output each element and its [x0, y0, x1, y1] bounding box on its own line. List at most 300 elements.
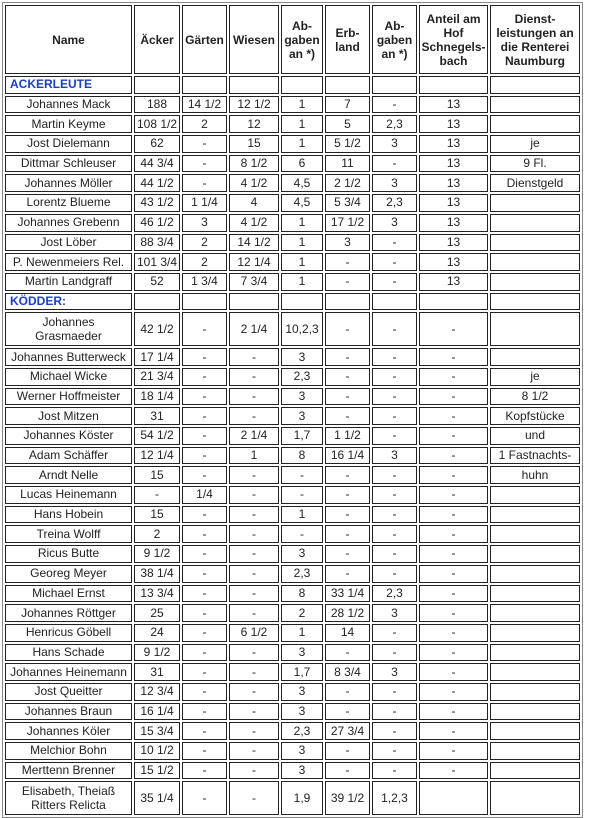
col-header-aecker: Äcker — [134, 5, 180, 74]
cell-wiesen: - — [229, 703, 279, 721]
cell-dienst — [490, 348, 580, 366]
cell-wiesen: - — [229, 506, 279, 524]
cell-anteil: - — [419, 762, 488, 780]
cell-name: Treina Wolff — [5, 525, 132, 543]
cell-aecker: 43 1/2 — [134, 194, 180, 212]
cell-wiesen: 4 1/2 — [229, 214, 279, 232]
cell-aecker: 15 1/2 — [134, 762, 180, 780]
cell-name: Ricus Butte — [5, 545, 132, 563]
cell-gaerten: - — [182, 388, 227, 406]
cell-aecker: 18 1/4 — [134, 388, 180, 406]
section-empty-cell — [134, 293, 180, 311]
cell-abgaben2: - — [372, 506, 417, 524]
cell-abgaben1: - — [281, 466, 323, 484]
section-empty-cell — [229, 76, 279, 94]
cell-wiesen: - — [229, 368, 279, 386]
table-row — [5, 368, 580, 386]
cell-anteil: - — [419, 348, 488, 366]
cell-dienst — [490, 96, 580, 114]
cell-erbland: 16 1/4 — [325, 447, 370, 465]
cell-aecker: 44 1/2 — [134, 174, 180, 192]
cell-name: Melchior Bohn — [5, 742, 132, 760]
cell-erbland: 39 1/2 — [325, 781, 370, 815]
cell-wiesen: - — [229, 781, 279, 815]
cell-erbland: - — [325, 466, 370, 484]
cell-gaerten: - — [182, 742, 227, 760]
cell-aecker: 62 — [134, 135, 180, 153]
cell-anteil: - — [419, 447, 488, 465]
cell-abgaben2: - — [372, 388, 417, 406]
col-header-name: Name — [5, 5, 132, 74]
cell-gaerten: - — [182, 722, 227, 740]
cell-name: Adam Schäffer — [5, 447, 132, 465]
cell-aecker: 24 — [134, 624, 180, 642]
table-row — [5, 388, 580, 406]
cell-anteil: 13 — [419, 273, 488, 291]
cell-abgaben2: - — [372, 273, 417, 291]
cell-name: Michael Ernst — [5, 585, 132, 603]
cell-erbland: - — [325, 565, 370, 583]
table-row — [5, 644, 580, 662]
cell-gaerten: - — [182, 663, 227, 681]
cell-anteil: - — [419, 486, 488, 504]
cell-erbland: 11 — [325, 155, 370, 173]
cell-name: Johannes Köster — [5, 427, 132, 445]
cell-aecker: 15 — [134, 466, 180, 484]
cell-abgaben1: - — [281, 525, 323, 543]
cell-gaerten: 2 — [182, 115, 227, 133]
table-row — [5, 115, 580, 133]
table-row — [5, 781, 580, 815]
cell-dienst — [490, 525, 580, 543]
cell-wiesen: 6 1/2 — [229, 624, 279, 642]
cell-abgaben2: - — [372, 644, 417, 662]
cell-gaerten: - — [182, 781, 227, 815]
cell-anteil: 13 — [419, 253, 488, 271]
table-row — [5, 466, 580, 484]
cell-name: Werner Hoffmeister — [5, 388, 132, 406]
cell-dienst — [490, 214, 580, 232]
section-empty-cell — [490, 76, 580, 94]
cell-wiesen: 12 — [229, 115, 279, 133]
cell-name: Johannes Möller — [5, 174, 132, 192]
cell-abgaben1: 1 — [281, 253, 323, 271]
cell-abgaben1: 3 — [281, 407, 323, 425]
cell-anteil: 13 — [419, 135, 488, 153]
cell-erbland: - — [325, 703, 370, 721]
cell-aecker: 46 1/2 — [134, 214, 180, 232]
cell-name: P. Newenmeiers Rel. — [5, 253, 132, 271]
cell-dienst — [490, 585, 580, 603]
cell-erbland: - — [325, 506, 370, 524]
cell-dienst — [490, 273, 580, 291]
cell-wiesen: - — [229, 486, 279, 504]
cell-abgaben2: 1,2,3 — [372, 781, 417, 815]
cell-gaerten: - — [182, 348, 227, 366]
cell-anteil: - — [419, 683, 488, 701]
table-row — [5, 722, 580, 740]
cell-aecker: 54 1/2 — [134, 427, 180, 445]
cell-abgaben2: - — [372, 96, 417, 114]
cell-abgaben1: 3 — [281, 644, 323, 662]
cell-abgaben2: - — [372, 703, 417, 721]
cell-gaerten: - — [182, 585, 227, 603]
cell-abgaben1: 1 — [281, 234, 323, 252]
cell-abgaben1: 1,7 — [281, 427, 323, 445]
cell-abgaben2: - — [372, 525, 417, 543]
cell-wiesen: - — [229, 663, 279, 681]
cell-wiesen: 12 1/2 — [229, 96, 279, 114]
table-row — [5, 174, 580, 192]
cell-gaerten: - — [182, 525, 227, 543]
table-row — [5, 663, 580, 681]
cell-dienst — [490, 781, 580, 815]
cell-abgaben2: - — [372, 486, 417, 504]
cell-wiesen: - — [229, 683, 279, 701]
cell-abgaben1: 10,2,3 — [281, 312, 323, 346]
cell-anteil: - — [419, 312, 488, 346]
cell-anteil: 13 — [419, 96, 488, 114]
cell-gaerten: 2 — [182, 253, 227, 271]
cell-aecker: 12 1/4 — [134, 447, 180, 465]
section-empty-cell — [325, 76, 370, 94]
col-header-anteil: Anteil am Hof Schnegels- bach — [419, 5, 488, 74]
cell-aecker: 31 — [134, 663, 180, 681]
cell-erbland: - — [325, 486, 370, 504]
col-header-dienst: Dienst- leistungen an die Renterei Naumburg — [490, 5, 580, 74]
cell-abgaben2: - — [372, 762, 417, 780]
cell-name: Lorentz Blueme — [5, 194, 132, 212]
table-row — [5, 214, 580, 232]
cell-name: Johannes Grebenn — [5, 214, 132, 232]
section-empty-cell — [182, 293, 227, 311]
cell-anteil: - — [419, 545, 488, 563]
cell-abgaben1: 3 — [281, 683, 323, 701]
cell-name: Hans Schade — [5, 644, 132, 662]
table-row — [5, 486, 580, 504]
cell-abgaben1: 1 — [281, 506, 323, 524]
cell-erbland: - — [325, 762, 370, 780]
cell-dienst — [490, 604, 580, 622]
cell-abgaben2: - — [372, 427, 417, 445]
cell-name: Georeg Meyer — [5, 565, 132, 583]
cell-gaerten: - — [182, 762, 227, 780]
cell-anteil: - — [419, 525, 488, 543]
cell-abgaben2: 3 — [372, 447, 417, 465]
cell-erbland: 7 — [325, 96, 370, 114]
cell-dienst: Dienstgeld — [490, 174, 580, 192]
cell-abgaben1: 2,3 — [281, 722, 323, 740]
cell-aecker: 108 1/2 — [134, 115, 180, 133]
cell-dienst — [490, 545, 580, 563]
cell-name: Johannes Mack — [5, 96, 132, 114]
cell-abgaben1: 4,5 — [281, 194, 323, 212]
section-empty-cell — [372, 76, 417, 94]
cell-gaerten: - — [182, 447, 227, 465]
table-row — [5, 312, 580, 346]
cell-dienst — [490, 663, 580, 681]
cell-abgaben2: - — [372, 312, 417, 346]
cell-anteil: - — [419, 427, 488, 445]
section-empty-cell — [372, 293, 417, 311]
cell-wiesen: - — [229, 525, 279, 543]
cell-aecker: 25 — [134, 604, 180, 622]
cell-dienst — [490, 703, 580, 721]
cell-name: Johannes Köler — [5, 722, 132, 740]
cell-erbland: 5 1/2 — [325, 135, 370, 153]
section-empty-cell — [281, 293, 323, 311]
cell-abgaben1: 3 — [281, 742, 323, 760]
table-row — [5, 585, 580, 603]
cell-gaerten: - — [182, 407, 227, 425]
cell-dienst — [490, 115, 580, 133]
cell-abgaben1: 8 — [281, 585, 323, 603]
cell-anteil: - — [419, 388, 488, 406]
cell-gaerten: - — [182, 545, 227, 563]
cell-gaerten: - — [182, 368, 227, 386]
cell-abgaben2: - — [372, 253, 417, 271]
table-row — [5, 407, 580, 425]
cell-anteil: - — [419, 604, 488, 622]
cell-dienst — [490, 722, 580, 740]
cell-abgaben2: - — [372, 234, 417, 252]
table-row — [5, 604, 580, 622]
cell-abgaben2: - — [372, 466, 417, 484]
cell-erbland: - — [325, 388, 370, 406]
cell-gaerten: - — [182, 703, 227, 721]
cell-wiesen: - — [229, 388, 279, 406]
section-empty-cell — [229, 293, 279, 311]
cell-name: Johannes Braun — [5, 703, 132, 721]
cell-abgaben2: 3 — [372, 604, 417, 622]
section-empty-cell — [134, 76, 180, 94]
cell-abgaben1: - — [281, 486, 323, 504]
cell-aecker: - — [134, 486, 180, 504]
cell-erbland: 33 1/4 — [325, 585, 370, 603]
cell-gaerten: 1 3/4 — [182, 273, 227, 291]
cell-erbland: - — [325, 368, 370, 386]
cell-abgaben2: 3 — [372, 135, 417, 153]
cell-abgaben2: - — [372, 742, 417, 760]
cell-abgaben1: 1 — [281, 273, 323, 291]
cell-gaerten: 2 — [182, 234, 227, 252]
records-table — [2, 2, 583, 818]
cell-gaerten: - — [182, 624, 227, 642]
cell-abgaben2: - — [372, 565, 417, 583]
cell-abgaben2: 3 — [372, 214, 417, 232]
cell-anteil: 13 — [419, 214, 488, 232]
cell-wiesen: - — [229, 722, 279, 740]
cell-erbland: - — [325, 683, 370, 701]
section-empty-cell — [281, 76, 323, 94]
cell-wiesen: 2 1/4 — [229, 427, 279, 445]
cell-gaerten: 14 1/2 — [182, 96, 227, 114]
cell-wiesen: - — [229, 585, 279, 603]
cell-wiesen: - — [229, 348, 279, 366]
cell-gaerten: 3 — [182, 214, 227, 232]
cell-aecker: 2 — [134, 525, 180, 543]
cell-anteil: - — [419, 624, 488, 642]
cell-wiesen: - — [229, 407, 279, 425]
cell-dienst: 8 1/2 — [490, 388, 580, 406]
cell-abgaben1: 1,9 — [281, 781, 323, 815]
cell-gaerten: - — [182, 135, 227, 153]
cell-abgaben2: - — [372, 407, 417, 425]
cell-dienst — [490, 644, 580, 662]
cell-abgaben2: - — [372, 683, 417, 701]
table-row — [5, 683, 580, 701]
section-label: ACKERLEUTE — [5, 76, 132, 94]
cell-anteil: - — [419, 722, 488, 740]
cell-anteil: - — [419, 407, 488, 425]
table-row — [5, 155, 580, 173]
cell-dienst: und — [490, 427, 580, 445]
cell-name: Johannes Heinemann — [5, 663, 132, 681]
table-row — [5, 525, 580, 543]
cell-gaerten: - — [182, 312, 227, 346]
cell-wiesen: 12 1/4 — [229, 253, 279, 271]
cell-aecker: 12 3/4 — [134, 683, 180, 701]
cell-abgaben2: 3 — [372, 663, 417, 681]
cell-aecker: 15 — [134, 506, 180, 524]
cell-dienst — [490, 194, 580, 212]
cell-wiesen: 4 1/2 — [229, 174, 279, 192]
cell-wiesen: - — [229, 466, 279, 484]
table-row — [5, 703, 580, 721]
table-row — [5, 506, 580, 524]
cell-dienst: 9 Fl. — [490, 155, 580, 173]
cell-aecker: 13 3/4 — [134, 585, 180, 603]
cell-anteil: - — [419, 663, 488, 681]
cell-abgaben2: 3 — [372, 174, 417, 192]
cell-aecker: 10 1/2 — [134, 742, 180, 760]
table-row — [5, 253, 580, 271]
col-header-wiesen: Wiesen — [229, 5, 279, 74]
cell-gaerten: - — [182, 565, 227, 583]
col-header-abgaben-2: Ab- gaben an *) — [372, 5, 417, 74]
cell-gaerten: - — [182, 506, 227, 524]
cell-abgaben1: 1 — [281, 214, 323, 232]
cell-erbland: 27 3/4 — [325, 722, 370, 740]
cell-name: Lucas Heinemann — [5, 486, 132, 504]
cell-anteil: 13 — [419, 155, 488, 173]
cell-aecker: 42 1/2 — [134, 312, 180, 346]
cell-gaerten: - — [182, 427, 227, 445]
cell-gaerten: - — [182, 466, 227, 484]
cell-abgaben1: 3 — [281, 348, 323, 366]
cell-erbland: - — [325, 545, 370, 563]
cell-name: Jost Löber — [5, 234, 132, 252]
section-label: KÖDDER: — [5, 293, 132, 311]
cell-erbland: 17 1/2 — [325, 214, 370, 232]
cell-name: Arndt Nelle — [5, 466, 132, 484]
cell-name: Merttenn Brenner — [5, 762, 132, 780]
cell-dienst — [490, 253, 580, 271]
cell-abgaben2: - — [372, 545, 417, 563]
cell-anteil: - — [419, 368, 488, 386]
cell-anteil: - — [419, 585, 488, 603]
cell-anteil: - — [419, 506, 488, 524]
cell-abgaben1: 1 — [281, 135, 323, 153]
cell-anteil: - — [419, 466, 488, 484]
cell-anteil: 13 — [419, 174, 488, 192]
table-row — [5, 545, 580, 563]
cell-aecker: 21 3/4 — [134, 368, 180, 386]
table-row — [5, 96, 580, 114]
cell-dienst — [490, 486, 580, 504]
cell-dienst — [490, 624, 580, 642]
col-header-abgaben-1: Ab- gaben an *) — [281, 5, 323, 74]
cell-wiesen: - — [229, 742, 279, 760]
cell-abgaben2: 2,3 — [372, 194, 417, 212]
section-empty-cell — [325, 293, 370, 311]
cell-dienst — [490, 742, 580, 760]
cell-aecker: 52 — [134, 273, 180, 291]
cell-erbland: 1 1/2 — [325, 427, 370, 445]
cell-name: Henricus Göbell — [5, 624, 132, 642]
cell-gaerten: - — [182, 644, 227, 662]
cell-name: Jost Dielemann — [5, 135, 132, 153]
table-body — [5, 5, 580, 815]
cell-aecker: 88 3/4 — [134, 234, 180, 252]
cell-aecker: 31 — [134, 407, 180, 425]
cell-anteil: 13 — [419, 234, 488, 252]
table-row — [5, 194, 580, 212]
cell-name: Michael Wicke — [5, 368, 132, 386]
cell-gaerten: 1/4 — [182, 486, 227, 504]
cell-dienst: Kopfstücke — [490, 407, 580, 425]
cell-name: Hans Hobein — [5, 506, 132, 524]
cell-abgaben1: 1 — [281, 624, 323, 642]
cell-abgaben1: 2,3 — [281, 565, 323, 583]
cell-name: Jost Queitter — [5, 683, 132, 701]
cell-aecker: 9 1/2 — [134, 644, 180, 662]
section-empty-cell — [182, 76, 227, 94]
col-header-erbland: Erb- land — [325, 5, 370, 74]
cell-wiesen: 1 — [229, 447, 279, 465]
cell-dienst — [490, 506, 580, 524]
cell-abgaben1: 6 — [281, 155, 323, 173]
cell-abgaben1: 1,7 — [281, 663, 323, 681]
cell-erbland: - — [325, 312, 370, 346]
cell-erbland: - — [325, 525, 370, 543]
table-row — [5, 624, 580, 642]
cell-erbland: - — [325, 273, 370, 291]
cell-gaerten: - — [182, 604, 227, 622]
cell-aecker: 38 1/4 — [134, 565, 180, 583]
cell-abgaben1: 3 — [281, 388, 323, 406]
cell-abgaben2: - — [372, 722, 417, 740]
cell-aecker: 35 1/4 — [134, 781, 180, 815]
cell-wiesen: - — [229, 565, 279, 583]
cell-abgaben1: 3 — [281, 545, 323, 563]
table-row — [5, 348, 580, 366]
cell-anteil: 13 — [419, 115, 488, 133]
cell-name: Johannes Grasmaeder — [5, 312, 132, 346]
cell-aecker: 17 1/4 — [134, 348, 180, 366]
cell-wiesen: 15 — [229, 135, 279, 153]
col-header-gaerten: Gärten — [182, 5, 227, 74]
cell-dienst: je — [490, 368, 580, 386]
cell-erbland: - — [325, 742, 370, 760]
section-empty-cell — [419, 76, 488, 94]
cell-wiesen: 8 1/2 — [229, 155, 279, 173]
table-row — [5, 234, 580, 252]
cell-aecker: 188 — [134, 96, 180, 114]
table-row — [5, 447, 580, 465]
table-row — [5, 762, 580, 780]
cell-wiesen: - — [229, 545, 279, 563]
